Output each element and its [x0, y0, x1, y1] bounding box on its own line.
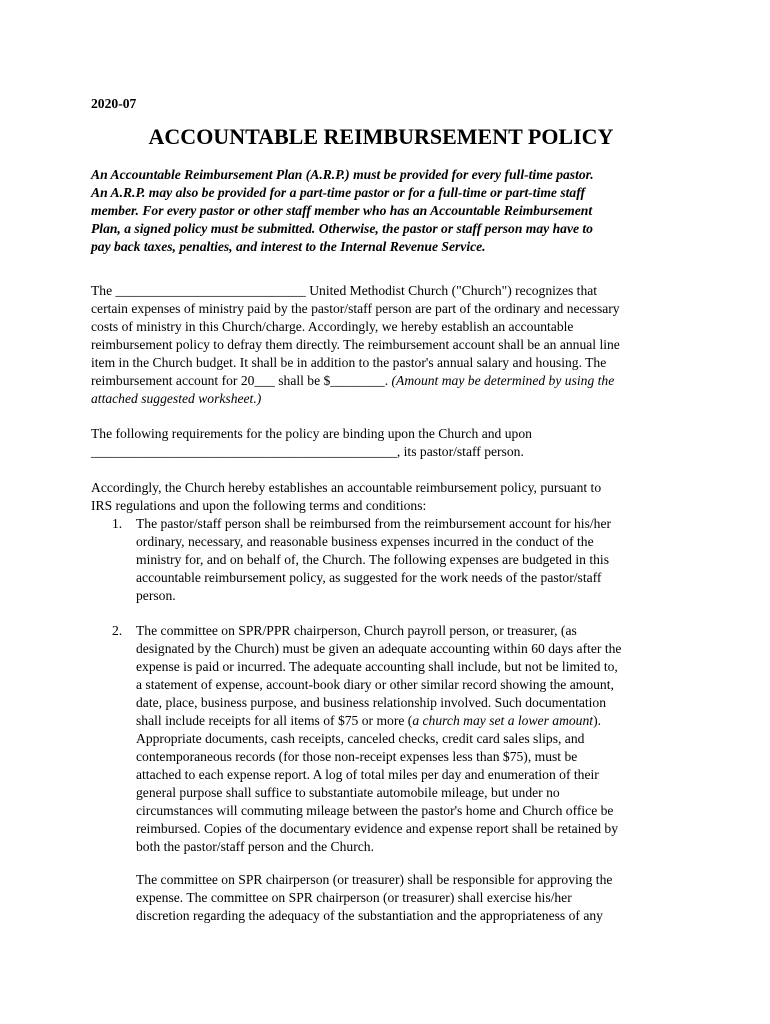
- list-number: 1.: [112, 516, 123, 531]
- list-line: Appropriate documents, cash receipts, canceled checks, credit card sales slips, and: [136, 731, 585, 746]
- paragraph-line: item in the Church budget. It shall be in addition to the pastor's annual salary and housing. The: [91, 355, 607, 370]
- list-line: The committee on SPR/PPR chairperson, Church payroll person, or treasurer, (as: [136, 623, 577, 638]
- list-item-body: [136, 622, 621, 856]
- paragraph-line: IRS regulations and upon the following terms and conditions:: [91, 498, 427, 513]
- paragraph-line: Accordingly, the Church hereby establishes an accountable reimbursement policy, pursuant to: [91, 480, 602, 495]
- amount-note: (Amount may be determined by using the: [391, 373, 615, 388]
- paragraph-line: The following requirements for the policy are binding upon the Church and upon: [91, 426, 532, 441]
- paragraph-line: costs of ministry in this Church/charge. Accordingly, we hereby establish an accountable: [91, 319, 574, 334]
- intro-line: pay back taxes, penalties, and interest to the Internal Revenue Service.: [91, 239, 486, 254]
- paragraph-line: The committee on SPR chairperson (or treasurer) shall be responsible for approving the: [136, 872, 613, 887]
- list-line: attached to each expense report. A log of total miles per day and enumeration of their: [136, 767, 599, 782]
- list-line: circumstances will commuting mileage between the pastor's home and Church office be: [136, 803, 614, 818]
- amount-text: reimbursement account for 20___ shall be $________.: [91, 373, 392, 388]
- list-line: ministry for, and on behalf of, the Church. The following expenses are budgeted in this: [136, 552, 609, 567]
- policy-paragraph-terms: [91, 479, 691, 515]
- list-line: expense is paid or incurred. The adequate accounting shall include, but not be limited to,: [136, 659, 618, 674]
- list-line: both the pastor/staff person and the Church.: [136, 839, 374, 854]
- policy-paragraph-binding: [91, 425, 691, 461]
- list-number: 2.: [112, 623, 123, 638]
- paragraph-line: [91, 372, 691, 390]
- paragraph-line: certain expenses of ministry paid by the pastor/staff person are part of the ordinary and necessary: [91, 301, 620, 316]
- list-line: contemporaneous records (for those non-receipt expenses less than $75), must be: [136, 749, 578, 764]
- list-line: designated by the Church) must be given an adequate accounting within 60 days after the: [136, 641, 622, 656]
- document-number: 2020-07: [91, 96, 137, 111]
- intro-line: member. For every pastor or other staff member who has an Accountable Reimbursement: [91, 203, 593, 218]
- approval-paragraph: [136, 871, 612, 925]
- lower-amount-note: a church may set a lower amount: [412, 713, 594, 728]
- list-line: ordinary, necessary, and reasonable business expenses incurred in the conduct of the: [136, 534, 594, 549]
- intro-line: An A.R.P. may also be provided for a part-time pastor or for a full-time or part-time staff: [91, 185, 586, 200]
- document-title: ACCOUNTABLE REIMBURSEMENT POLICY: [148, 124, 614, 149]
- policy-paragraph-church: [91, 282, 691, 408]
- receipt-text: shall include receipts for all items of $75 or more (: [136, 713, 413, 728]
- paragraph-line: discretion regarding the adequacy of the substantiation and the appropriateness of any: [136, 908, 603, 923]
- paragraph-line: [91, 390, 691, 408]
- list-line: person.: [136, 588, 176, 603]
- paragraph-line: expense. The committee on SPR chairperson (or treasurer) shall exercise his/her: [136, 890, 572, 905]
- worksheet-note: attached suggested worksheet.): [91, 391, 262, 406]
- list-line: accountable reimbursement policy, as suggested for the work needs of the pastor/staff: [136, 570, 602, 585]
- list-line: a statement of expense, account-book diary or other similar record showing the amount,: [136, 677, 614, 692]
- intro-line: Plan, a signed policy must be submitted. Otherwise, the pastor or staff person may have to: [91, 221, 593, 236]
- intro-line: An Accountable Reimbursement Plan (A.R.P.) must be provided for every full-time pastor.: [91, 167, 594, 182]
- paragraph-line: _____________________________________________, its pastor/staff person.: [91, 444, 524, 459]
- receipt-text-end: ).: [593, 713, 601, 728]
- list-line: date, place, business purpose, and business relationship involved. Such documentation: [136, 695, 607, 710]
- list-line: The pastor/staff person shall be reimbursed from the reimbursement account for his/her: [136, 516, 612, 531]
- list-item-body: [136, 515, 611, 605]
- paragraph-line: The ____________________________ United Methodist Church ("Church") recognizes that: [91, 283, 598, 298]
- list-line: general purpose shall suffice to substantiate automobile mileage, but under no: [136, 785, 560, 800]
- intro-notice: [91, 166, 691, 256]
- list-line: [136, 712, 621, 730]
- list-line: reimbursed. Copies of the documentary evidence and expense report shall be retained by: [136, 821, 619, 836]
- paragraph-line: reimbursement policy to defray them directly. The reimbursement account shall be an annual line: [91, 337, 620, 352]
